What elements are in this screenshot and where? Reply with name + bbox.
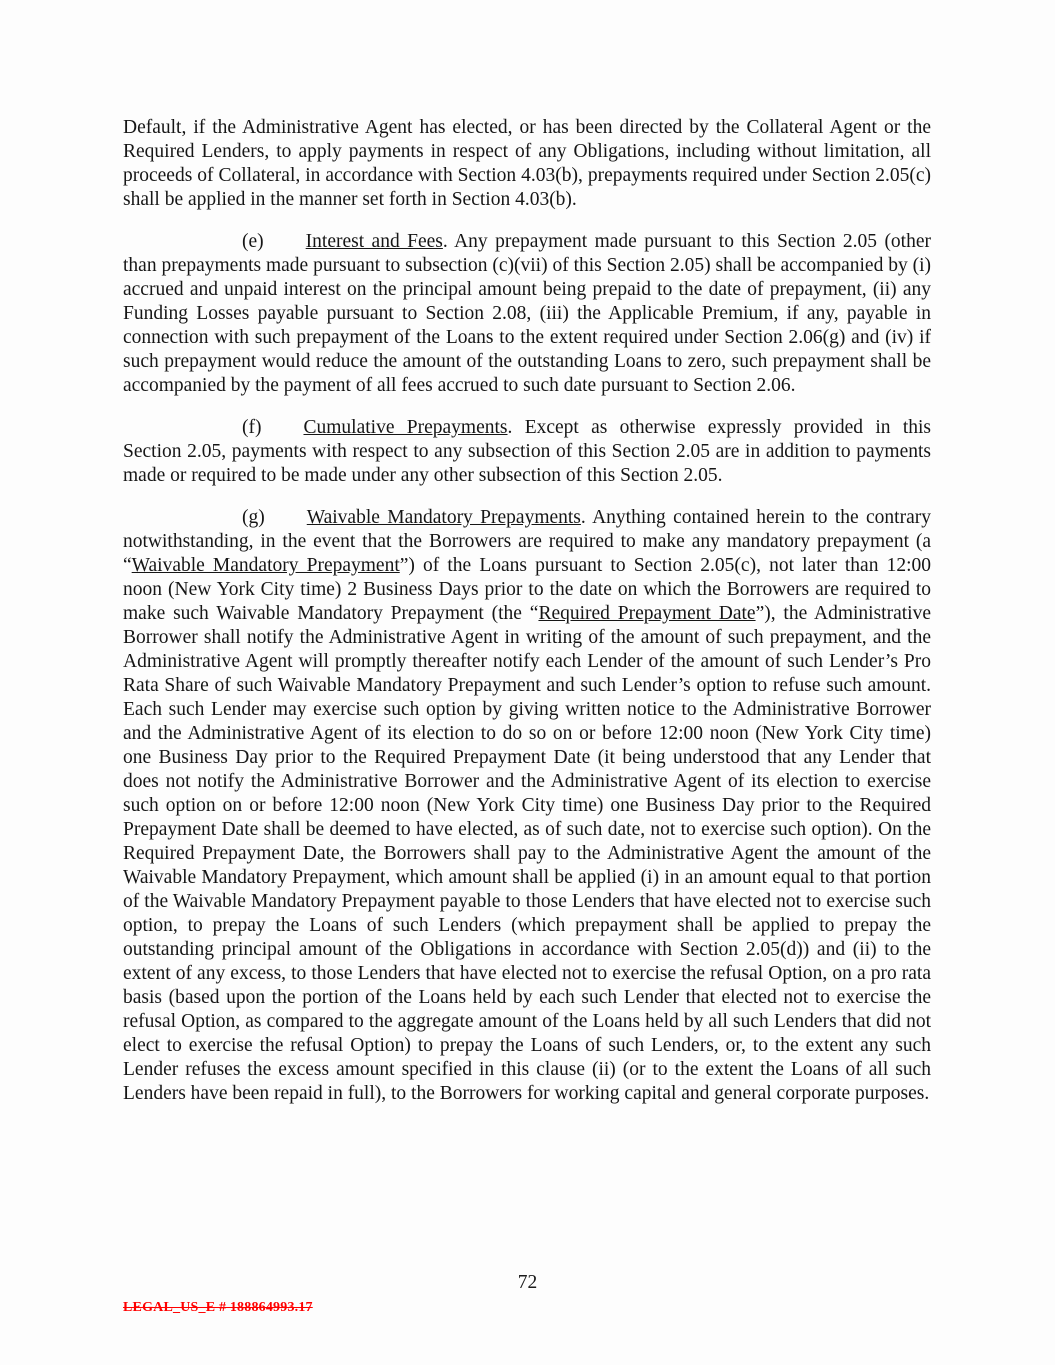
text-run: . Anything contained herein to the contrary notwithstanding, in the event that the Borrowers are required to make any mandatory prepayment (a “ xyxy=(123,507,931,576)
text-run: . Except as otherwise expressly provided in this Section 2.05, payments with respect to any subsection of this Section 2.05 are in addition to payments made or required to be made under any other subsection of this Section 2.05. xyxy=(123,417,932,486)
underlined-term: Required Prepayment Date xyxy=(538,603,756,624)
section-e-interest-and-fees xyxy=(123,230,931,398)
text-run: (g) xyxy=(242,507,265,528)
page-number: 72 xyxy=(517,1272,538,1293)
section-f-cumulative-prepayments xyxy=(123,416,931,488)
document-body xyxy=(123,116,931,1124)
text-run: ”) of the Loans pursuant to Section 2.05(c), not later than 12:00 noon (New York City time) 2 Business Days prior to the date on which the Borrowers are required to make such Waivable Mandatory Prepayment (the “ xyxy=(123,555,931,624)
underlined-term: Waivable Mandatory Prepayments xyxy=(306,507,581,528)
document-id-stamp: LEGAL_US_E # 188864993.17 xyxy=(123,1300,313,1315)
text-run: . Any prepayment made pursuant to this Section 2.05 (other than prepayments made pursuant to subsection (c)(vii) of this Section 2.05) shall be accompanied by (i) accrued and unpaid interest on the principal amount being prepaid to the date of prepayment, (ii) any Funding Losses payable pursuant to Section 2.08, (iii) the Applicable Premium, if any, payable in connection with such prepayment of the Loans to the extent required under Section 2.06(g) and (iv) if such prepayment would reduce the amount of the outstanding Loans to zero, such prepayment shall be accompanied by the payment of all fees accrued to such date pursuant to Section 2.06. xyxy=(123,231,931,396)
text-run: (f) xyxy=(242,417,262,438)
underlined-term: Cumulative Prepayments xyxy=(303,417,508,438)
text-run: Default, if the Administrative Agent has elected, or has been directed by the Collateral Agent or the Required Lenders, to apply payments in respect of any Obligations, including without limitation, all proceeds of Collateral, in accordance with Section 4.03(b), prepayments required under Section 2.05(c) shall be applied in the manner set forth in Section 4.03(b). xyxy=(123,117,931,210)
underlined-term: Waivable Mandatory Prepayment xyxy=(131,555,400,576)
text-run: (e) xyxy=(242,231,264,252)
section-g-waivable-mandatory-prepayments xyxy=(123,506,931,1106)
continuation-paragraph xyxy=(123,116,931,212)
text-run: ”), the Administrative Borrower shall notify the Administrative Agent in writing of the amount of such prepayment, and the Administrative Agent will promptly thereafter notify each Lender of the amount of such Lender’s Pro Rata Share of such Waivable Mandatory Prepayment and such Lender’s option to refuse such amount. Each such Lender may exercise such option by giving written notice to the Administrative Borrower and the Administrative Agent of its election to do so on or before 12:00 noon (New York City time) one Business Day prior to the Required Prepayment Date (it being understood that any Lender that does not notify the Administrative Borrower and the Administrative Agent of its election to exercise such option on or before 12:00 noon (New York City time) one Business Day prior to the Required Prepayment Date shall be deemed to have elected, as of such date, not to exercise such option). On the Required Prepayment Date, the Borrowers shall pay to the Administrative Agent the amount of the Waivable Mandatory Prepayment, which amount shall be applied (i) in an amount equal to that portion of the Waivable Mandatory Prepayment payable to those Lenders that have elected not to exercise such option, to prepay the Loans of such Lenders (which prepayment shall be applied to prepay the outstanding principal amount of the Obligations in accordance with Section 2.05(d)) and (ii) to the extent of any excess, to those Lenders that have elected not to exercise the refusal Option, on a pro rata basis (based upon the portion of the Loans held by each such Lender that elected not to exercise the refusal Option, as compared to the aggregate amount of the Loans held by all such Lenders that did not elect to exercise the refusal Option) to prepay the Loans of such Lenders, or, to the extent any such Lender refuses the excess amount specified in this clause (ii) (or to the extent the Loans of all such Lenders have been repaid in full), to the Borrowers for working capital and general corporate purposes. xyxy=(123,603,931,1104)
underlined-term: Interest and Fees xyxy=(305,231,443,252)
